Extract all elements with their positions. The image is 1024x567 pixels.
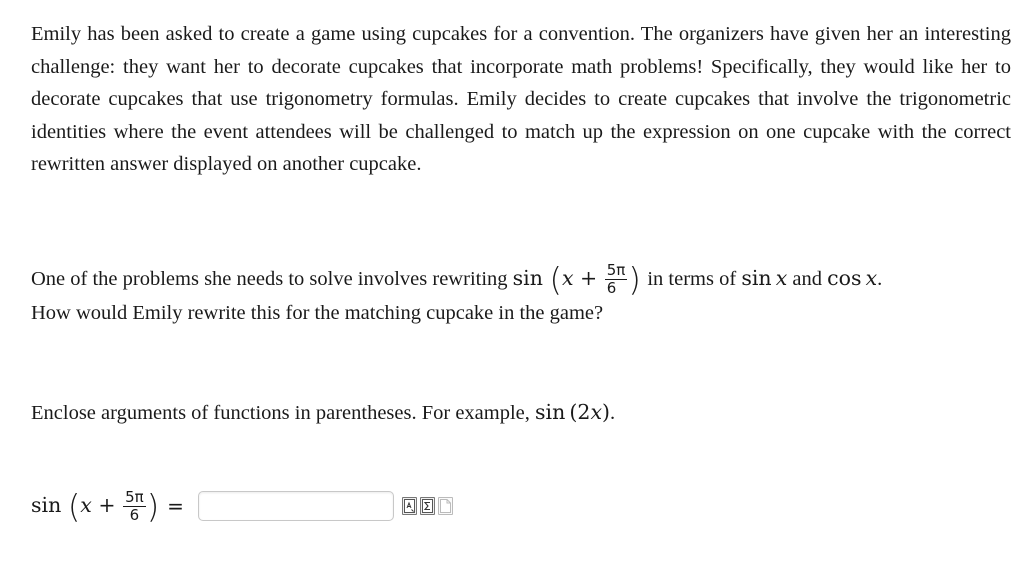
question-line-2: How would Emily rewrite this for the matching cupcake in the game? [31, 302, 604, 324]
document-icon [440, 499, 451, 513]
answer-fraction-numerator: 5π [125, 487, 144, 506]
question-text-and: and [792, 268, 822, 290]
right-paren: ) [628, 260, 641, 299]
formula-editor-button[interactable] [402, 497, 417, 515]
var-x: x [561, 266, 574, 290]
example-expression: sin (2x) [535, 400, 611, 424]
question-text-before: One of the problems she needs to solve involves rewriting [31, 268, 508, 290]
answer-var-x: x [80, 492, 92, 517]
answer-expression [31, 489, 159, 524]
document-button[interactable] [438, 497, 453, 515]
problem-intro: Emily has been asked to create a game using cupcakes for a convention. The organizers have given her an interesting challenge: they want her to decorate cupcakes that incorporate math problems! Specifically, they would like her to decorate cupcakes that use trigonometry formulas. Emily decides to create cupcakes that involve the trigonometric identities where the event attendees will be challenged to match up the expression on one cupcake with the correct rewritten answer displayed on another cupcake. [31, 23, 1011, 176]
sin-x: sin x [741, 266, 788, 290]
equals-sign: = [167, 494, 184, 518]
instruction-text: Enclose arguments of functions in parentheses. For example, [31, 402, 530, 424]
answer-input[interactable] [198, 491, 394, 521]
expression-sin-x-plus-5pi-over-6 [512, 260, 648, 299]
sigma-icon [422, 499, 433, 513]
answer-fraction [123, 489, 146, 524]
cos-x: cos x [827, 266, 878, 290]
fraction-denominator: 6 [606, 279, 617, 297]
answer-plus: + [98, 492, 116, 517]
sin-function: sin [512, 266, 543, 290]
plus-sign: + [580, 266, 598, 290]
left-paren: ( [549, 260, 562, 299]
answer-right-paren: ) [146, 487, 160, 525]
problem-question: One of the problems she needs to solve involves rewriting sin (x + $\frac{5\pi}{6}$ ) in terms of sin x and cos x. How would Emily rewrite this for the matching cupcake in the game? [31, 262, 1011, 330]
fraction-numerator: 5π [606, 261, 626, 279]
fraction-5pi-over-6 [605, 262, 628, 297]
question-text-middle: in terms of [647, 268, 737, 290]
answer-sin: sin [31, 492, 62, 517]
answer-left-paren: ( [67, 487, 81, 525]
instruction: Enclose arguments of functions in parentheses. For example, sin (2x). [31, 400, 616, 424]
sigma-button[interactable] [420, 497, 435, 515]
answer-tools [402, 497, 453, 515]
answer-row [31, 484, 453, 528]
answer-fraction-denominator: 6 [129, 505, 140, 524]
formula-editor-icon [404, 499, 415, 513]
